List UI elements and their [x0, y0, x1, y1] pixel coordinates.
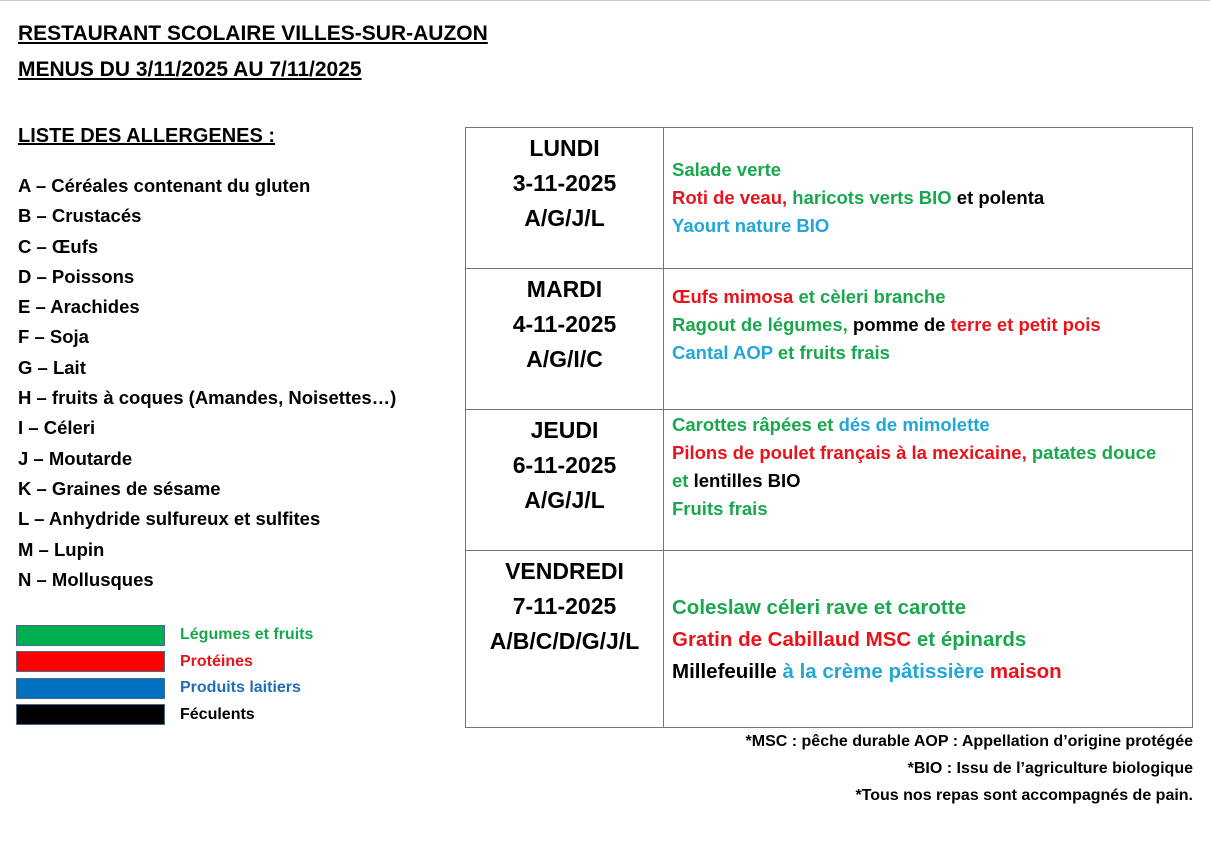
dishes-cell [664, 410, 1193, 551]
dish-segment: et épinards [916, 628, 1027, 651]
menu-row-mardi [466, 269, 1193, 410]
day-name: MARDI [526, 276, 603, 302]
legend-row [16, 702, 313, 729]
top-border [0, 0, 1210, 1]
dish-segment: dés de mimolette [838, 414, 990, 435]
menu-period-title: MENUS DU 3/11/2025 AU 7/11/2025 [18, 58, 362, 81]
dish-segment: pomme de [852, 314, 951, 335]
allergen-item: K – Graines de sésame [18, 477, 221, 499]
dish-line [672, 311, 1192, 339]
day-allergens: A/G/J/L [524, 205, 605, 231]
day-date: 6-11-2025 [512, 452, 617, 478]
dish-line [672, 283, 1192, 311]
dish-segment: Coleslaw céleri rave et carotte [672, 596, 966, 619]
day-date: 3-11-2025 [512, 170, 617, 196]
dish-segment: Œufs mimosa [672, 286, 799, 307]
legend-swatch [16, 704, 165, 725]
dishes-cell [664, 269, 1193, 410]
dish-segment: et [672, 470, 694, 491]
dish-line [672, 339, 1192, 367]
dish-segment: haricots verts BIO [792, 187, 957, 208]
dish-segment: lentilles BIO [693, 470, 801, 491]
legend-swatch [16, 625, 165, 646]
day-cell [466, 269, 664, 410]
dish-line [672, 184, 1192, 212]
dish-segment: Cantal AOP [672, 342, 778, 363]
day-allergens: A/B/C/D/G/J/L [489, 628, 640, 654]
dish-segment: et polenta [956, 187, 1045, 208]
dish-segment: Fruits frais [672, 498, 768, 519]
menu-row-lundi [466, 128, 1193, 269]
dish-segment: Millefeuille [672, 660, 783, 683]
dish-segment: terre et petit pois [950, 314, 1101, 335]
legend-swatch [16, 651, 165, 672]
allergen-item: J – Moutarde [18, 447, 133, 469]
legend-row [16, 675, 313, 702]
allergen-item: F – Soja [18, 326, 89, 348]
legend-row [16, 622, 313, 649]
dish-segment: Salade verte [672, 159, 782, 180]
allergen-item: D – Poissons [18, 265, 135, 287]
dish-line [672, 624, 1192, 656]
dish-line [672, 467, 1192, 495]
dish-segment: et cèleri branche [798, 286, 946, 307]
allergen-list [18, 174, 396, 598]
allergen-item: M – Lupin [18, 538, 105, 560]
dish-segment: Pilons de poulet français à la mexicaine, [672, 442, 1032, 463]
day-name: LUNDI [529, 135, 600, 161]
color-legend [16, 622, 313, 728]
dish-segment: à la crème pâtissière [782, 660, 990, 683]
allergen-item: I – Céleri [18, 417, 96, 439]
dish-segment: Yaourt nature BIO [672, 215, 830, 236]
day-date: 7-11-2025 [512, 593, 617, 619]
dish-segment: maison [989, 660, 1062, 683]
legend-swatch [16, 678, 165, 699]
legend-label: Légumes et fruits [180, 626, 314, 644]
dish-line [672, 656, 1192, 688]
dish-segment: et fruits frais [777, 342, 890, 363]
allergen-item: E – Arachides [18, 296, 140, 318]
allergen-item: G – Lait [18, 356, 86, 378]
dish-line [672, 439, 1192, 467]
dish-line [672, 592, 1192, 624]
dishes-cell [664, 551, 1193, 728]
dish-line [672, 212, 1192, 240]
dish-line [672, 495, 1192, 523]
menu-row-vendredi [466, 551, 1193, 728]
footnote-bio: *BIO : Issu de l’agriculture biologique [907, 760, 1193, 777]
dishes-cell [664, 128, 1193, 269]
day-name: JEUDI [530, 417, 599, 443]
dish-segment: patates douce [1031, 442, 1157, 463]
dish-segment: Roti de veau, [672, 187, 793, 208]
day-date: 4-11-2025 [512, 311, 617, 337]
legend-row [16, 649, 313, 676]
allergen-item: N – Mollusques [18, 568, 154, 590]
allergen-item: H – fruits à coques (Amandes, Noisettes…) [18, 387, 397, 409]
dish-segment: Ragout de légumes, [672, 314, 853, 335]
menu-row-jeudi [466, 410, 1193, 551]
allergen-item: L – Anhydride sulfureux et sulfites [18, 508, 321, 530]
day-cell [466, 128, 664, 269]
restaurant-title: RESTAURANT SCOLAIRE VILLES-SUR-AUZON [18, 22, 488, 45]
allergen-item: B – Crustacés [18, 205, 142, 227]
day-allergens: A/G/J/L [524, 487, 605, 513]
allergen-list-title: LISTE DES ALLERGENES : [18, 125, 276, 147]
legend-label: Produits laitiers [180, 679, 301, 697]
dish-segment: Gratin de Cabillaud MSC [672, 628, 917, 651]
dish-line [672, 156, 1192, 184]
dish-segment: Carottes râpées et [672, 414, 839, 435]
footnote-msc-aop: *MSC : pêche durable AOP : Appellation d’origine protégée [745, 733, 1193, 750]
weekly-menu-table [465, 127, 1193, 728]
dish-line [672, 411, 1192, 439]
footnotes [746, 731, 1193, 812]
allergen-item: A – Céréales contenant du gluten [18, 175, 311, 196]
day-cell [466, 551, 664, 728]
allergen-item: C – Œufs [18, 235, 99, 257]
day-name: VENDREDI [505, 558, 624, 584]
legend-label: Féculents [180, 705, 255, 723]
day-cell [466, 410, 664, 551]
day-allergens: A/G/I/C [526, 346, 603, 372]
footnote-bread: *Tous nos repas sont accompagnés de pain. [855, 787, 1193, 804]
legend-label: Protéines [180, 652, 253, 670]
